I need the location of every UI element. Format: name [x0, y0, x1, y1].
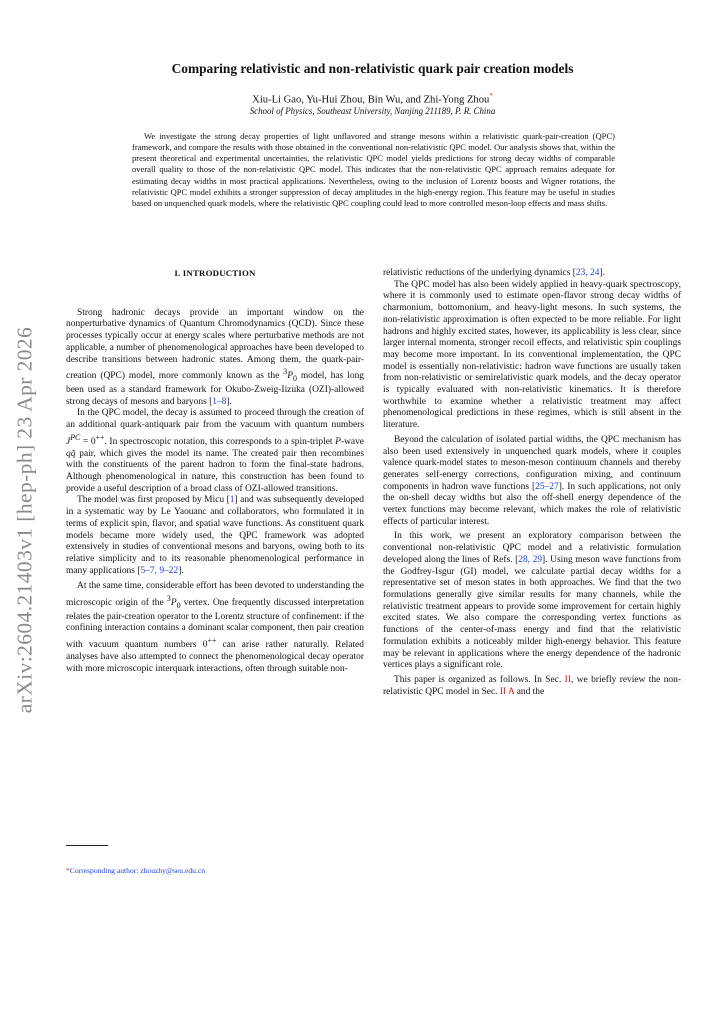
affiliation: School of Physics, Southeast University, Nanjing 211189, P. R. China [249, 106, 496, 116]
paragraph-2: In the QPC model, the decay is assumed to proceed through the creation of an additional quark-antiquark pair from the vacuum with quantum numbers $J^{PC} = 0^{++}$. In spectroscopic notation, this corresponds to a spin-triplet P-wave qq̄ pair, which gives the model its name. The created pair then recombines with the constituents of the parent hadron to form the final-state hadrons. Although phenomenological in nature, this construction has been found to provide a useful description of a broad class of OZI-allowed transitions. [66, 408, 364, 494]
paper-title: Comparing relativistic and non-relativistic quark pair creation models [171, 61, 574, 76]
paragraph-4: At the same time, considerable effort has been devoted to understanding the microscopic origin of the $^3P_0$ vertex. One frequently discussed interpretation relates the pair-creation operator to the Lorentz structure of confinement: if the confining interaction contains a dominant scalar component, then pair creation with vacuum quantum numbers 0++ can arise rather naturally. Related analyses have also attempted to connect the phenomenological decay operator with more microscopic interquark interactions, often through suitable non- [66, 581, 365, 674]
footnote-rule [66, 845, 108, 846]
section-link[interactable]: II [564, 674, 571, 685]
abstract: We investigate the strong decay properties of light unflavored and strange mesons within a relativistic quark-pair-creation (QPC) framework, and compare the results with those obtained in the conventional non-relativistic QPC model. Our analysis shows that, within the present theoretical and experimental uncertainties, the relativistic QPC model yields predictions for strong decay widths of comparable overall quality to those of the non-relativistic QPC model. This indicates that the non-relativistic QPC approach remains adequate for estimating decay widths in most practical applications. Nevertheless, owing to the inclusion of Lorentz boosts and Wigner rotations, the relativistic QPC model exhibits a stronger suppression of decay amplitudes in the high-energy region. This feature may be useful in studies based on unquenched quark models, where the relativistic QPC coupling could lead to more controlled meson-loop effects and mass shifts. [132, 131, 615, 208]
paragraph-8: This paper is organized as follows. In Sec. II, we briefly review the non-relativistic QPC model in Sec. II A and the [383, 674, 682, 697]
paragraph-7: In this work, we present an exploratory comparison between the conventional non-relativistic QPC model and a relativistic formulation developed along the lines of Refs. [28, 29]. Using meson wave functions from the Godfrey-Isgur (GI) model, we calculate partial decay widths for a representative set of meson states in both approaches. We find that the two formulations generally give similar results for many channels, while the relativistic treatment appears to provide some improvement for certain highly excited states. We also compare the corresponding vertex functions as functions of the center-of-mass energy and find that the relativistic formulation exhibits a noticeably milder high-energy behavior. This feature may be relevant in applications where the energy dependence of the hadronic vertices plays a significant role. [383, 531, 681, 671]
section-heading: I. INTRODUCTION [174, 268, 256, 278]
arxiv-stamp [4, 290, 46, 750]
paragraph-6: Beyond the calculation of isolated partial widths, the QPC mechanism has also been used extensively in unquenched quark models, where it couples valence quark-model states to meson-meson continuum channels and thereby generates self-energy corrections, configuration mixing, and continuum components in hadron wave functions [25–27]. In such applications, not only the on-shell decay widths but also the off-shell energy dependence of the vertex functions may become relevant, which makes the role of relativistic effects of particular interest. [383, 434, 681, 527]
section-link[interactable]: II A [499, 686, 515, 697]
footnote [66, 866, 205, 875]
author-names: Xiu-Li Gao, Yu-Hui Zhou, Bin Wu, and Zhi-Yong Zhou [252, 94, 490, 106]
arxiv-id[interactable]: arXiv:2604.21403v1 [hep-ph] 23 Apr 2026 [12, 326, 37, 714]
left-column [66, 268, 364, 675]
citation-link[interactable]: 5–7, 9–22 [140, 565, 179, 576]
right-column [383, 268, 681, 698]
citation-link[interactable]: 23, 24 [575, 268, 600, 278]
citation-link[interactable]: 25–27 [535, 481, 559, 492]
author-list [100, 92, 645, 106]
author-mark[interactable]: * [489, 92, 493, 100]
citation-link[interactable]: 1–8 [212, 396, 227, 407]
paragraph-1: Strong hadronic decays provide an important window on the nonperturbative dynamics of Quantum Chromodynamics (QCD). Since these processes typically occur at energy scales where perturbative methods are not applicable, a number of phenomenological approaches have been developed to describe transitions between hadronic states. Among them, the quark-pair-creation (QPC) model, more commonly known as the $^3P_0$ model, has long been used as a standard framework for Okubo-Zweig-Iizuka (OZI)-allowed strong decays of mesons and baryons [1–8]. [66, 307, 365, 407]
citation-link[interactable]: 1 [229, 495, 235, 506]
footnote-mark: * [66, 866, 70, 875]
footnote-email[interactable]: Corresponding author: zhouzhy@seu.edu.cn [69, 866, 206, 875]
paragraph-3: The model was first proposed by Micu [1] and was subsequently developed in a systematic way by Le Yaouanc and collaborators, who formulated it in terms of explicit spin, flavor, and spatial wave functions. As constituent quark models became more widely used, the QPC framework was adopted extensively in studies of conventional mesons and baryons, owing both to its relative simplicity and to its reasonable phenomenological performance in many applications [5–7, 9–22]. [66, 495, 364, 576]
paragraph-5: The QPC model has also been widely applied in heavy-quark spectroscopy, where it is commonly used to estimate open-flavor strong decay widths of charmonium, bottomonium, and heavy-light mesons. In such systems, the non-relativistic approximation is often expected to be more reliable. For light hadrons and highly excited states, however, its applicability is less clear, since larger internal momenta, stronger recoil effects, and relativistic spin couplings may become more important. In its conventional implementation, the QPC model is essentially non-relativistic: hadron wave functions are usually taken from non-relativistic or semirelativistic quark models, and the decay operator is typically evaluated with non-relativistic kinematics. It is therefore worthwhile to examine whether a relativistic treatment may affect phenomenological predictions in these regimes, which is still absent in the literature. [383, 279, 681, 431]
paragraph-continued: relativistic reductions of the underlying dynamics [23, 24]. [383, 268, 606, 278]
citation-link[interactable]: 28, 29 [518, 554, 543, 565]
